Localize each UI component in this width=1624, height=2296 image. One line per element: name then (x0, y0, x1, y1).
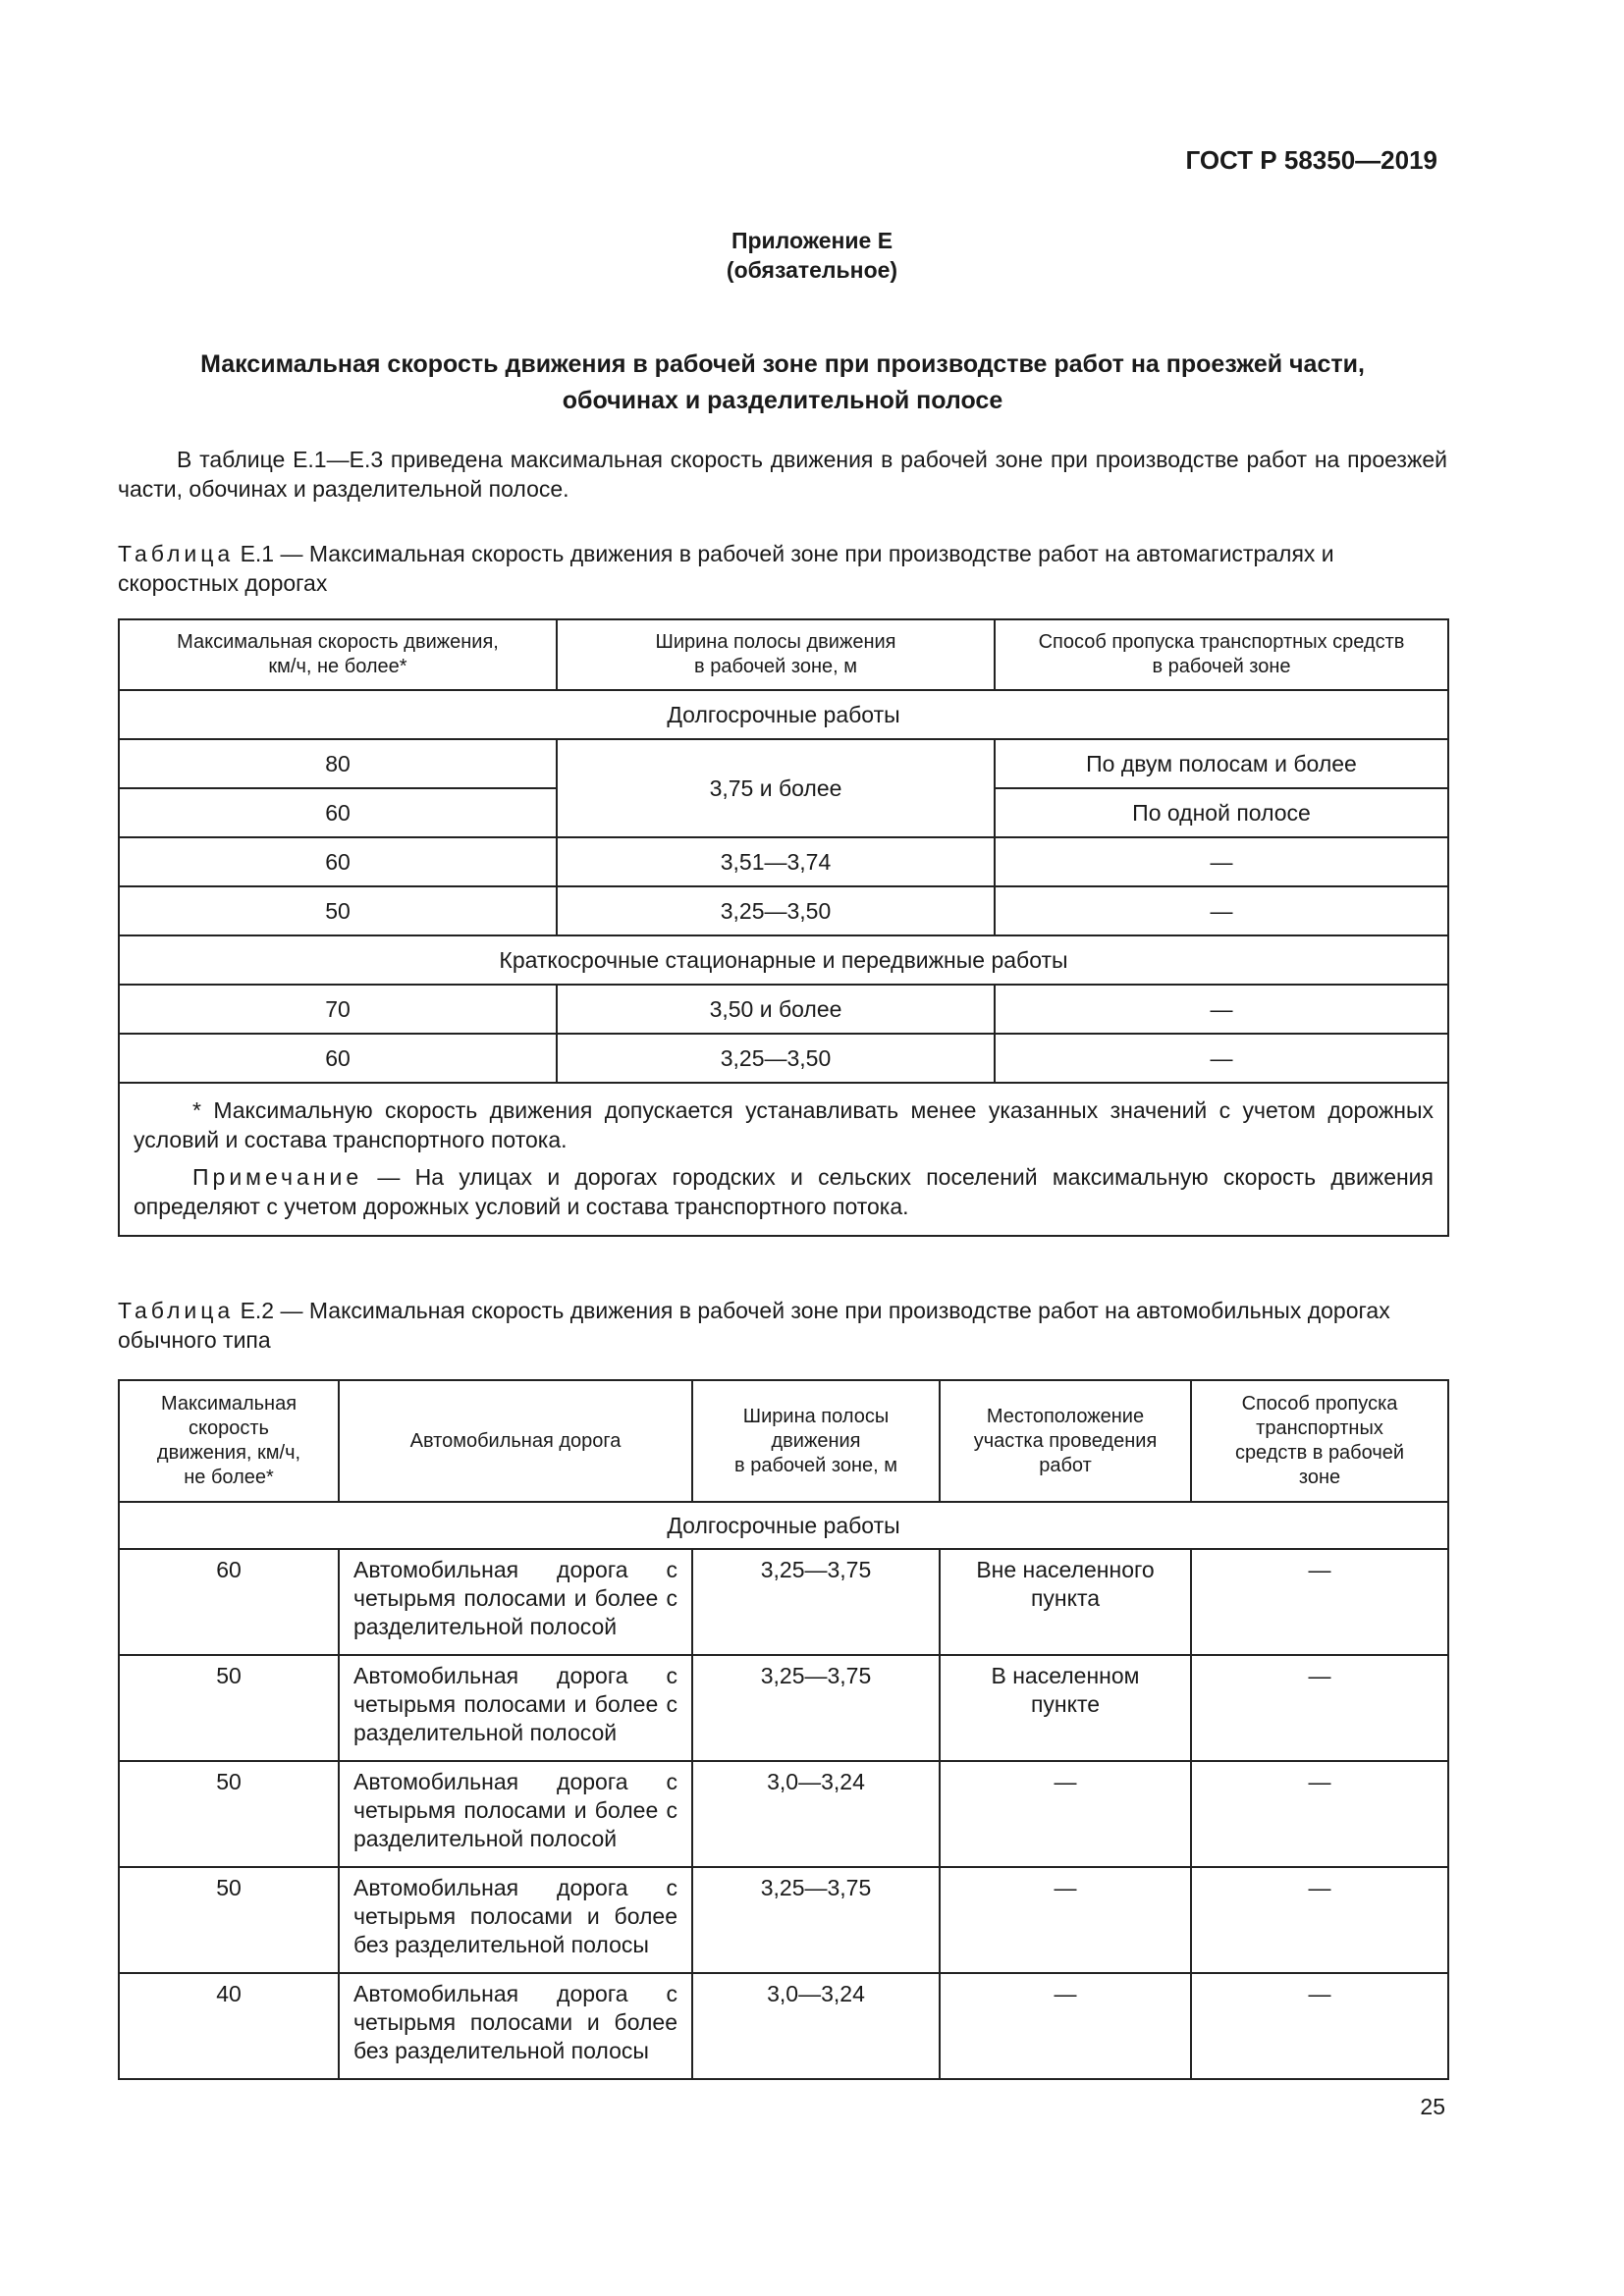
table2-caption-label: Таблица (118, 1298, 235, 1323)
table2-caption-text: Е.2 — Максимальная скорость движения в рабочей зоне при производстве работ на автомобильных дорогах обычного типа (118, 1298, 1390, 1353)
appendix-status: (обязательное) (726, 257, 898, 283)
speed-cell: 50 (119, 1867, 339, 1973)
table-row (119, 1549, 1448, 1655)
table1-section-long-term: Долгосрочные работы (119, 690, 1448, 739)
width-cell: 3,25—3,50 (557, 886, 995, 935)
table-e1 (118, 618, 1449, 1237)
width-cell: 3,25—3,50 (557, 1034, 995, 1083)
method-cell: — (1191, 1761, 1448, 1867)
table2-header-method (1191, 1380, 1448, 1502)
table2-header-location (940, 1380, 1191, 1502)
method-cell: — (1191, 1867, 1448, 1973)
table-row (119, 837, 1448, 886)
header-line: Способ пропуска (1241, 1393, 1398, 1415)
document-title-line1: Максимальная скорость движения в рабочей зоне при производстве работ на проезжей части, (200, 350, 1365, 378)
table1-section-short-term: Краткосрочные стационарные и передвижные работы (119, 935, 1448, 985)
speed-cell: 60 (119, 1549, 339, 1655)
header-line: Ширина полосы движения (655, 631, 896, 653)
table2-section-row (119, 1502, 1448, 1549)
table1-header-width (557, 619, 995, 690)
table-row (119, 1867, 1448, 1973)
table2-caption (118, 1296, 1447, 1355)
document-title (118, 347, 1447, 419)
table1-section-row (119, 935, 1448, 985)
road-cell: Автомобильная дорога с четырьмя полосами и более с разделительной полосой (339, 1761, 692, 1867)
table1-header-speed (119, 619, 557, 690)
table1-header-method (995, 619, 1448, 690)
header-line: Автомобильная дорога (409, 1429, 622, 1452)
appendix-title: Приложение Е (731, 228, 893, 253)
location-cell: В населенном пункте (940, 1655, 1191, 1761)
header-line: скорость (189, 1417, 269, 1439)
width-cell: 3,25—3,75 (692, 1867, 940, 1973)
speed-cell: 60 (119, 788, 557, 837)
header-line: движения, км/ч, (156, 1442, 301, 1464)
page-number: 25 (1420, 2094, 1445, 2119)
header-line: Максимальная (160, 1393, 298, 1415)
road-cell: Автомобильная дорога с четырьмя полосами и более без разделительной полосы (339, 1867, 692, 1973)
speed-cell: 70 (119, 985, 557, 1034)
speed-cell: 40 (119, 1973, 339, 2079)
table2-section-long-term: Долгосрочные работы (119, 1502, 1448, 1549)
note-text: — На улицах и дорогах городских и сельских поселений максимальную скорость движения определяют с учетом дорожных условий и состава транспортного потока. (134, 1164, 1434, 1219)
table-row (119, 985, 1448, 1034)
width-cell: 3,25—3,75 (692, 1549, 940, 1655)
width-cell: 3,0—3,24 (692, 1761, 940, 1867)
location-cell: Вне населенного пункта (940, 1549, 1191, 1655)
table1-footer-row (119, 1083, 1448, 1236)
location-cell: — (940, 1761, 1191, 1867)
table1-caption-text: Е.1 — Максимальная скорость движения в рабочей зоне при производстве работ на автомагистралях и скоростных дорогах (118, 541, 1334, 596)
road-cell: Автомобильная дорога с четырьмя полосами и более с разделительной полосой (339, 1549, 692, 1655)
note-label: Примечание (192, 1164, 363, 1190)
table-row (119, 739, 1448, 788)
appendix-heading (0, 226, 1624, 285)
standard-code: ГОСТ Р 58350—2019 (1185, 145, 1437, 175)
method-cell: — (1191, 1549, 1448, 1655)
speed-cell: 80 (119, 739, 557, 788)
table-row (119, 1761, 1448, 1867)
speed-cell: 60 (119, 1034, 557, 1083)
header-line: работ (1039, 1454, 1092, 1476)
method-cell: — (995, 985, 1448, 1034)
road-cell: Автомобильная дорога с четырьмя полосами и более с разделительной полосой (339, 1655, 692, 1761)
table1-caption-label: Таблица (118, 541, 235, 566)
speed-cell: 60 (119, 837, 557, 886)
table2-header-road (339, 1380, 692, 1502)
speed-cell: 50 (119, 1655, 339, 1761)
location-cell: — (940, 1867, 1191, 1973)
table-row (119, 1973, 1448, 2079)
method-cell: — (995, 837, 1448, 886)
table1-section-row (119, 690, 1448, 739)
width-cell: 3,51—3,74 (557, 837, 995, 886)
header-line: Максимальная скорость движения, (177, 631, 499, 653)
document-title-line2: обочинах и разделительной полосе (562, 387, 1003, 414)
width-cell: 3,25—3,75 (692, 1655, 940, 1761)
table1-note (134, 1162, 1434, 1221)
table-e2 (118, 1379, 1449, 2080)
table2-header-width (692, 1380, 940, 1502)
header-line: зоне (1298, 1467, 1341, 1488)
table-row (119, 886, 1448, 935)
table-row (119, 1655, 1448, 1761)
header-line: участка проведения (973, 1429, 1158, 1452)
method-cell: По одной полосе (995, 788, 1448, 837)
method-cell: — (995, 1034, 1448, 1083)
table2-header-row (119, 1380, 1448, 1502)
speed-cell: 50 (119, 1761, 339, 1867)
table-row (119, 1034, 1448, 1083)
header-line: Ширина полосы (742, 1405, 890, 1427)
method-cell: — (995, 886, 1448, 935)
header-line: Способ пропуска транспортных средств (1038, 631, 1405, 653)
table1-caption (118, 539, 1447, 598)
table1-footnote: * Максимальную скорость движения допускается устанавливать менее указанных значений с учетом дорожных условий и состава транспортного потока. (134, 1097, 1434, 1152)
header-line: км/ч, не более* (268, 656, 407, 677)
method-cell: — (1191, 1655, 1448, 1761)
width-cell: 3,50 и более (557, 985, 995, 1034)
header-line: в рабочей зоне, м (734, 1454, 897, 1476)
method-cell: — (1191, 1973, 1448, 2079)
header-line: в рабочей зоне (1152, 656, 1291, 677)
road-cell: Автомобильная дорога с четырьмя полосами и более без разделительной полосы (339, 1973, 692, 2079)
table1-footnotes (119, 1083, 1448, 1236)
header-line: движения (771, 1429, 861, 1452)
header-line: в рабочей зоне, м (694, 656, 857, 677)
width-cell: 3,75 и более (557, 739, 995, 837)
header-line: Местоположение (986, 1405, 1145, 1427)
header-line: средств в рабочей (1234, 1442, 1405, 1464)
width-cell: 3,0—3,24 (692, 1973, 940, 2079)
intro-paragraph: В таблице Е.1—Е.3 приведена максимальная скорость движения в рабочей зоне при производстве работ на проезжей части, обочинах и разделительной полосе. (118, 447, 1447, 502)
method-cell: По двум полосам и более (995, 739, 1448, 788)
speed-cell: 50 (119, 886, 557, 935)
table2-header-speed (119, 1380, 339, 1502)
header-line: транспортных (1256, 1417, 1383, 1439)
location-cell: — (940, 1973, 1191, 2079)
header-line: не более* (184, 1467, 274, 1488)
table1-header-row (119, 619, 1448, 690)
